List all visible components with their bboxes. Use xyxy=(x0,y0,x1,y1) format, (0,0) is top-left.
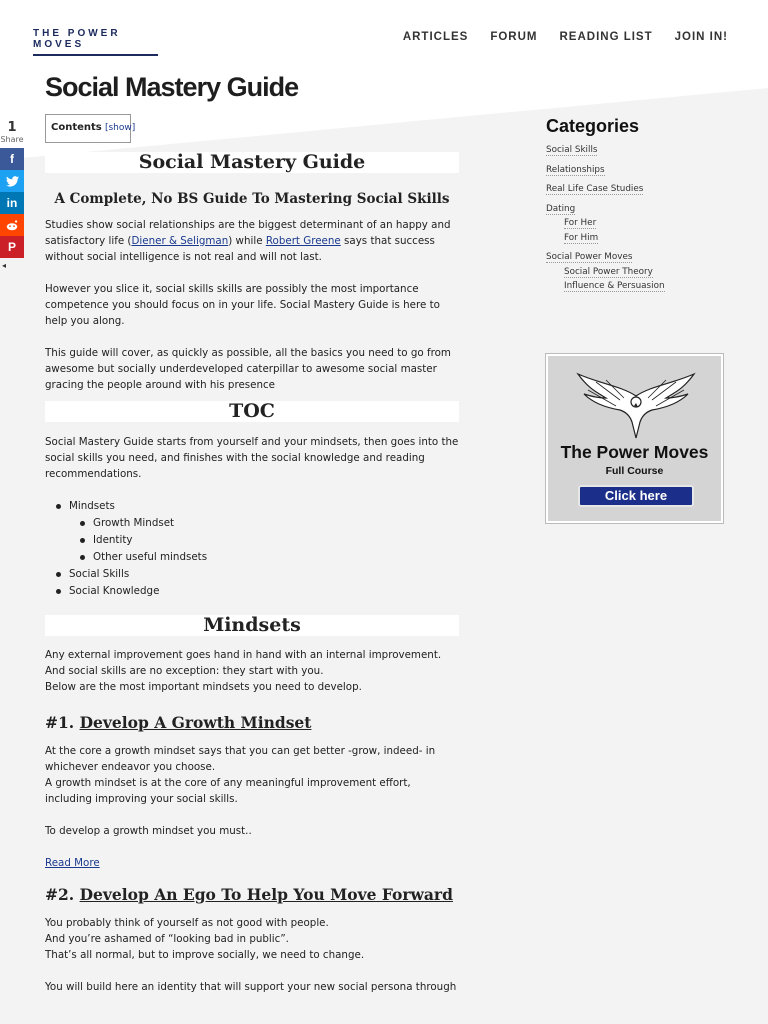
growth-mindset-link[interactable]: Develop A Growth Mindset xyxy=(79,713,312,732)
section-2-paragraph-3: That’s all normal, but to improve socially, we need to change. xyxy=(45,949,365,961)
share-count: 1 xyxy=(7,120,17,135)
section-2-paragraph-4: You will build here an identity that will support your new social persona through xyxy=(45,981,457,993)
category-social-power-moves[interactable]: Social Power Moves xyxy=(546,252,633,262)
toc-item-skills[interactable]: Social Skills xyxy=(45,566,459,583)
mindsets-heading: Mindsets xyxy=(45,615,459,636)
main-content xyxy=(45,150,459,995)
section-number: #2. xyxy=(45,885,75,904)
toc-item-identity[interactable]: Identity xyxy=(69,532,459,549)
hide-share-icon[interactable]: ◂ xyxy=(2,261,7,270)
sidebar xyxy=(546,116,726,294)
category-social-power-theory[interactable]: Social Power Theory xyxy=(564,266,653,277)
nav-articles[interactable]: ARTICLES xyxy=(402,31,469,43)
category-influence-persuasion[interactable]: Influence & Persuasion xyxy=(564,281,665,291)
categories-heading: Categories xyxy=(546,116,640,136)
toc-heading: TOC xyxy=(45,401,459,422)
diener-seligman-link[interactable]: Diener & Seligman xyxy=(131,235,229,247)
intro-text: ) while xyxy=(228,235,266,247)
toc-list xyxy=(45,498,459,600)
section-2-paragraph-1: You probably think of yourself as not good with people. xyxy=(45,917,329,929)
intro-text: says that success without social intelligence is not real and will not last. xyxy=(45,235,435,263)
ad-title: The Power Moves xyxy=(560,442,709,462)
ad-subtitle: Full Course xyxy=(605,465,664,477)
intro-paragraph-3: This guide will cover, as quickly as possible, all the basics you need to go from awesome but socially underdeveloped caterpillar to awesome social master gracing the people around with his presence xyxy=(45,347,451,391)
main-nav xyxy=(403,31,728,43)
category-for-him[interactable]: For Him xyxy=(564,232,599,243)
guide-subheading: A Complete, No BS Guide To Mastering Social Skills xyxy=(54,191,450,207)
intro-text: Studies show social relationships are the biggest determinant of an happy and satisfactory life ( xyxy=(45,219,451,247)
site-logo[interactable]: THE POWER MOVES xyxy=(33,28,158,56)
category-social-skills[interactable]: Social Skills xyxy=(546,145,598,155)
section-1-paragraph-3: To develop a growth mindset you must.. xyxy=(45,825,252,837)
section-1-paragraph-2: A growth mindset is at the core of any meaningful improvement effort, including improving your social skills. xyxy=(45,777,411,805)
eagle-icon xyxy=(576,366,696,442)
toc-item-other[interactable]: Other useful mindsets xyxy=(69,549,459,566)
nav-join[interactable]: JOIN IN! xyxy=(674,31,728,43)
intro-paragraph-2: However you slice it, social skills skills are possibly the most importance competence you should focus on in your life. Social Mastery Guide is here to help you along. xyxy=(45,283,440,327)
mindsets-paragraph-1: Any external improvement goes hand in hand with an internal improvement. And social skills are no exception: they start with you. xyxy=(45,649,442,677)
toc-item-knowledge[interactable]: Social Knowledge xyxy=(45,583,459,600)
section-1-read-more xyxy=(45,855,459,871)
intro-paragraph-1 xyxy=(45,217,459,265)
nav-reading-list[interactable]: READING LIST xyxy=(559,31,653,43)
reddit-icon[interactable] xyxy=(0,214,24,236)
contents-toggle[interactable]: [show] xyxy=(104,123,136,133)
twitter-icon[interactable] xyxy=(0,170,24,192)
section-2-heading xyxy=(45,887,459,903)
share-label: Share xyxy=(0,135,24,144)
section-2-paragraph-2: And you’re ashamed of “looking bad in public”. xyxy=(45,933,289,945)
pinterest-icon[interactable]: P xyxy=(0,236,24,258)
course-ad-banner[interactable] xyxy=(546,354,723,523)
page-title: Social Mastery Guide xyxy=(45,72,299,102)
mindsets-paragraph-2: Below are the most important mindsets you need to develop. xyxy=(45,681,362,693)
robert-greene-link[interactable]: Robert Greene xyxy=(265,235,341,247)
toc-intro: Social Mastery Guide starts from yourself and your mindsets, then goes into the social skills you need, and finishes with the social knowledge and reading recommendations. xyxy=(45,436,459,480)
nav-forum[interactable]: FORUM xyxy=(490,31,538,43)
facebook-icon[interactable]: f xyxy=(0,148,24,170)
toc-item-growth[interactable]: Growth Mindset xyxy=(69,515,459,532)
guide-heading: Social Mastery Guide xyxy=(45,152,459,173)
contents-label: Contents xyxy=(51,122,102,133)
share-bar xyxy=(0,120,24,270)
site-header xyxy=(0,0,768,70)
toc-item-mindsets[interactable]: Mindsets Growth Mindset Identity Other useful mindsets xyxy=(45,498,459,566)
section-1-paragraph-1: At the core a growth mindset says that you can get better -grow, indeed- in whichever endeavor you choose. xyxy=(45,745,436,773)
category-dating[interactable]: Dating xyxy=(546,203,576,214)
contents-box xyxy=(45,114,136,143)
read-more-link[interactable]: Read More xyxy=(45,857,100,869)
category-for-her[interactable]: For Her xyxy=(564,218,597,228)
section-1-heading xyxy=(45,715,459,731)
section-number: #1. xyxy=(45,713,75,732)
category-case-studies[interactable]: Real Life Case Studies xyxy=(546,184,644,194)
ad-click-here-button[interactable]: Click here xyxy=(578,485,694,507)
category-relationships[interactable]: Relationships xyxy=(546,164,605,175)
develop-ego-link[interactable]: Develop An Ego To Help You Move Forward xyxy=(79,885,453,904)
linkedin-icon[interactable]: in xyxy=(0,192,24,214)
